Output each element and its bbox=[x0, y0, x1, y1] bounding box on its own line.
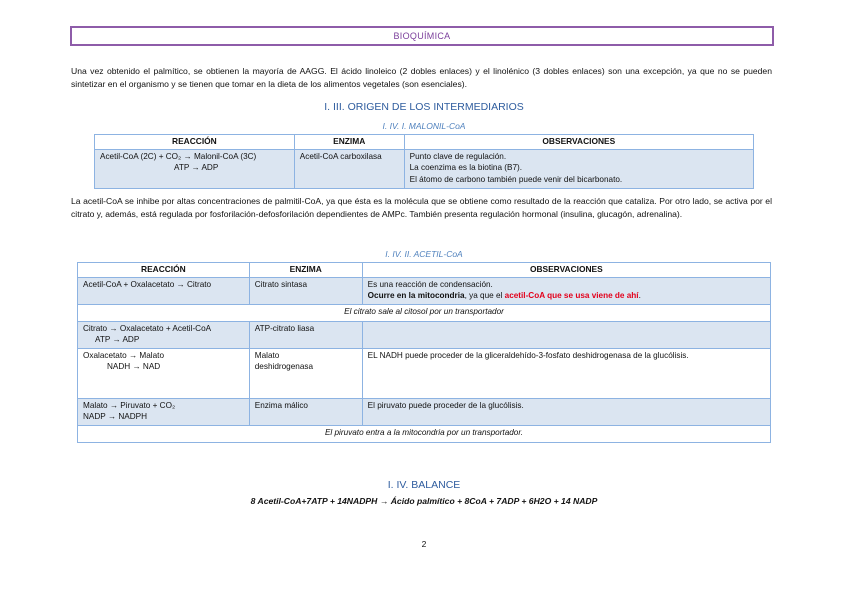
observations-cell bbox=[362, 321, 770, 348]
reaction-line: Malato → Piruvato + CO₂ bbox=[83, 400, 176, 410]
intro-paragraph: Una vez obtenido el palmítico, se obtienen la mayoría de AAGG. El ácido linoleico (2 dobles enlaces) y el linolénico (3 dobles enlaces) son una excepción, ya que no se pueden sintetizar en el organismo y se tienen que tomar en la dieta de los alimentos vegetales (son esenciales). bbox=[71, 66, 772, 89]
reaction-cell bbox=[78, 398, 250, 425]
observations-cell bbox=[362, 277, 770, 304]
subtitle-acetil: I. IV. II. ACETIL-CoA bbox=[385, 249, 463, 259]
col-header-reaccion: REACCIÓN bbox=[78, 263, 250, 278]
table-header-row bbox=[78, 263, 771, 278]
reaction-cell: Acetil-CoA + Oxalacetato → Citrato bbox=[78, 277, 250, 304]
enzyme-cell: Enzima málico bbox=[249, 398, 362, 425]
page-number: 2 bbox=[421, 539, 427, 549]
observations-cell: El piruvato puede proceder de la glucólisis. bbox=[362, 398, 770, 425]
reaction-line: Oxalacetato → Malato bbox=[83, 350, 165, 360]
obs-mid: , ya que el bbox=[464, 291, 505, 300]
enzyme-cell: Citrato sintasa bbox=[249, 277, 362, 304]
table-row bbox=[78, 398, 771, 425]
reaction-line: Acetil-CoA (2C) + CO₂ → Malonil-CoA (3C) bbox=[100, 151, 257, 161]
malonil-table bbox=[94, 134, 754, 189]
col-header-enzima: ENZIMA bbox=[294, 135, 404, 150]
enzyme-line: Malato bbox=[254, 350, 280, 360]
balance-formula: 8 Acetil-CoA+7ATP + 14NADPH → Ácido palmítico + 8CoA + 7ADP + 6H2O + 14 NADP bbox=[250, 496, 598, 506]
header-banner bbox=[70, 26, 774, 46]
note-piruvato: El piruvato entra a la mitocondria por un transportador. bbox=[78, 425, 771, 442]
note-citrato: El citrato sale al citosol por un transportador bbox=[78, 304, 771, 321]
table-row bbox=[78, 321, 771, 348]
obs-line bbox=[368, 290, 765, 302]
header-title: BIOQUÍMICA bbox=[393, 31, 451, 41]
observations-cell bbox=[404, 149, 753, 188]
table-note-row bbox=[78, 425, 771, 442]
obs-line: El átomo de carbono también puede venir del bicarbonato. bbox=[409, 174, 623, 184]
col-header-reaccion: REACCIÓN bbox=[95, 135, 295, 150]
observations-cell: EL NADH puede proceder de la gliceraldehído-3-fosfato deshidrogenasa de la glucólisis. bbox=[362, 348, 770, 398]
subtitle-malonil: I. IV. I. MALONIL-CoA bbox=[382, 121, 466, 131]
reaction-cofactor: ATP → ADP bbox=[174, 163, 219, 172]
reaction-cofactor: NADH → NAD bbox=[107, 362, 161, 371]
obs-end: . bbox=[638, 291, 641, 300]
reaction-cell bbox=[78, 348, 250, 398]
reaction-line: Citrato → Oxalacetato + Acetil-CoA bbox=[83, 323, 212, 333]
reaction-cell bbox=[78, 321, 250, 348]
obs-line: Punto clave de regulación. bbox=[409, 151, 507, 161]
section-title-balance: I. IV. BALANCE bbox=[387, 479, 461, 491]
enzyme-line: deshidrogenasa bbox=[254, 362, 314, 371]
table-row bbox=[78, 277, 771, 304]
obs-bold: Ocurre en la mitocondria bbox=[367, 291, 465, 300]
acetil-table bbox=[77, 262, 771, 443]
obs-line: Es una reacción de condensación. bbox=[367, 279, 493, 289]
reaction-cofactor: ATP → ADP bbox=[95, 335, 140, 344]
enzyme-cell bbox=[249, 348, 362, 398]
enzyme-cell: ATP-citrato liasa bbox=[249, 321, 362, 348]
obs-line: La coenzima es la biotina (B7). bbox=[409, 163, 523, 172]
col-header-enzima: ENZIMA bbox=[249, 263, 362, 278]
reaction-cofactor: NADP → NADPH bbox=[83, 412, 147, 421]
col-header-observaciones: OBSERVACIONES bbox=[404, 135, 753, 150]
table-row bbox=[95, 149, 754, 188]
table-row bbox=[78, 348, 771, 398]
obs-highlight: acetil-CoA que se usa viene de ahí bbox=[504, 291, 639, 300]
regulation-paragraph: La acetil-CoA se inhibe por altas concentraciones de palmitil-CoA, ya que ésta es la molécula que se obtiene como resultado de la reacción que cataliza. Por otro lado, se activa por el citrato y, además, está regulada por fosforilación-defosforilación dependientes de AMPc. También presenta regulación hormonal (insulina, glucagón, adrenalina). bbox=[71, 196, 772, 219]
enzyme-cell: Acetil-CoA carboxilasa bbox=[294, 149, 404, 188]
table-header-row bbox=[95, 135, 754, 150]
reaction-cell bbox=[95, 149, 295, 188]
table-note-row bbox=[78, 304, 771, 321]
col-header-observaciones: OBSERVACIONES bbox=[362, 263, 770, 278]
section-title-origen: I. III. ORIGEN DE LOS INTERMEDIARIOS bbox=[324, 101, 524, 113]
